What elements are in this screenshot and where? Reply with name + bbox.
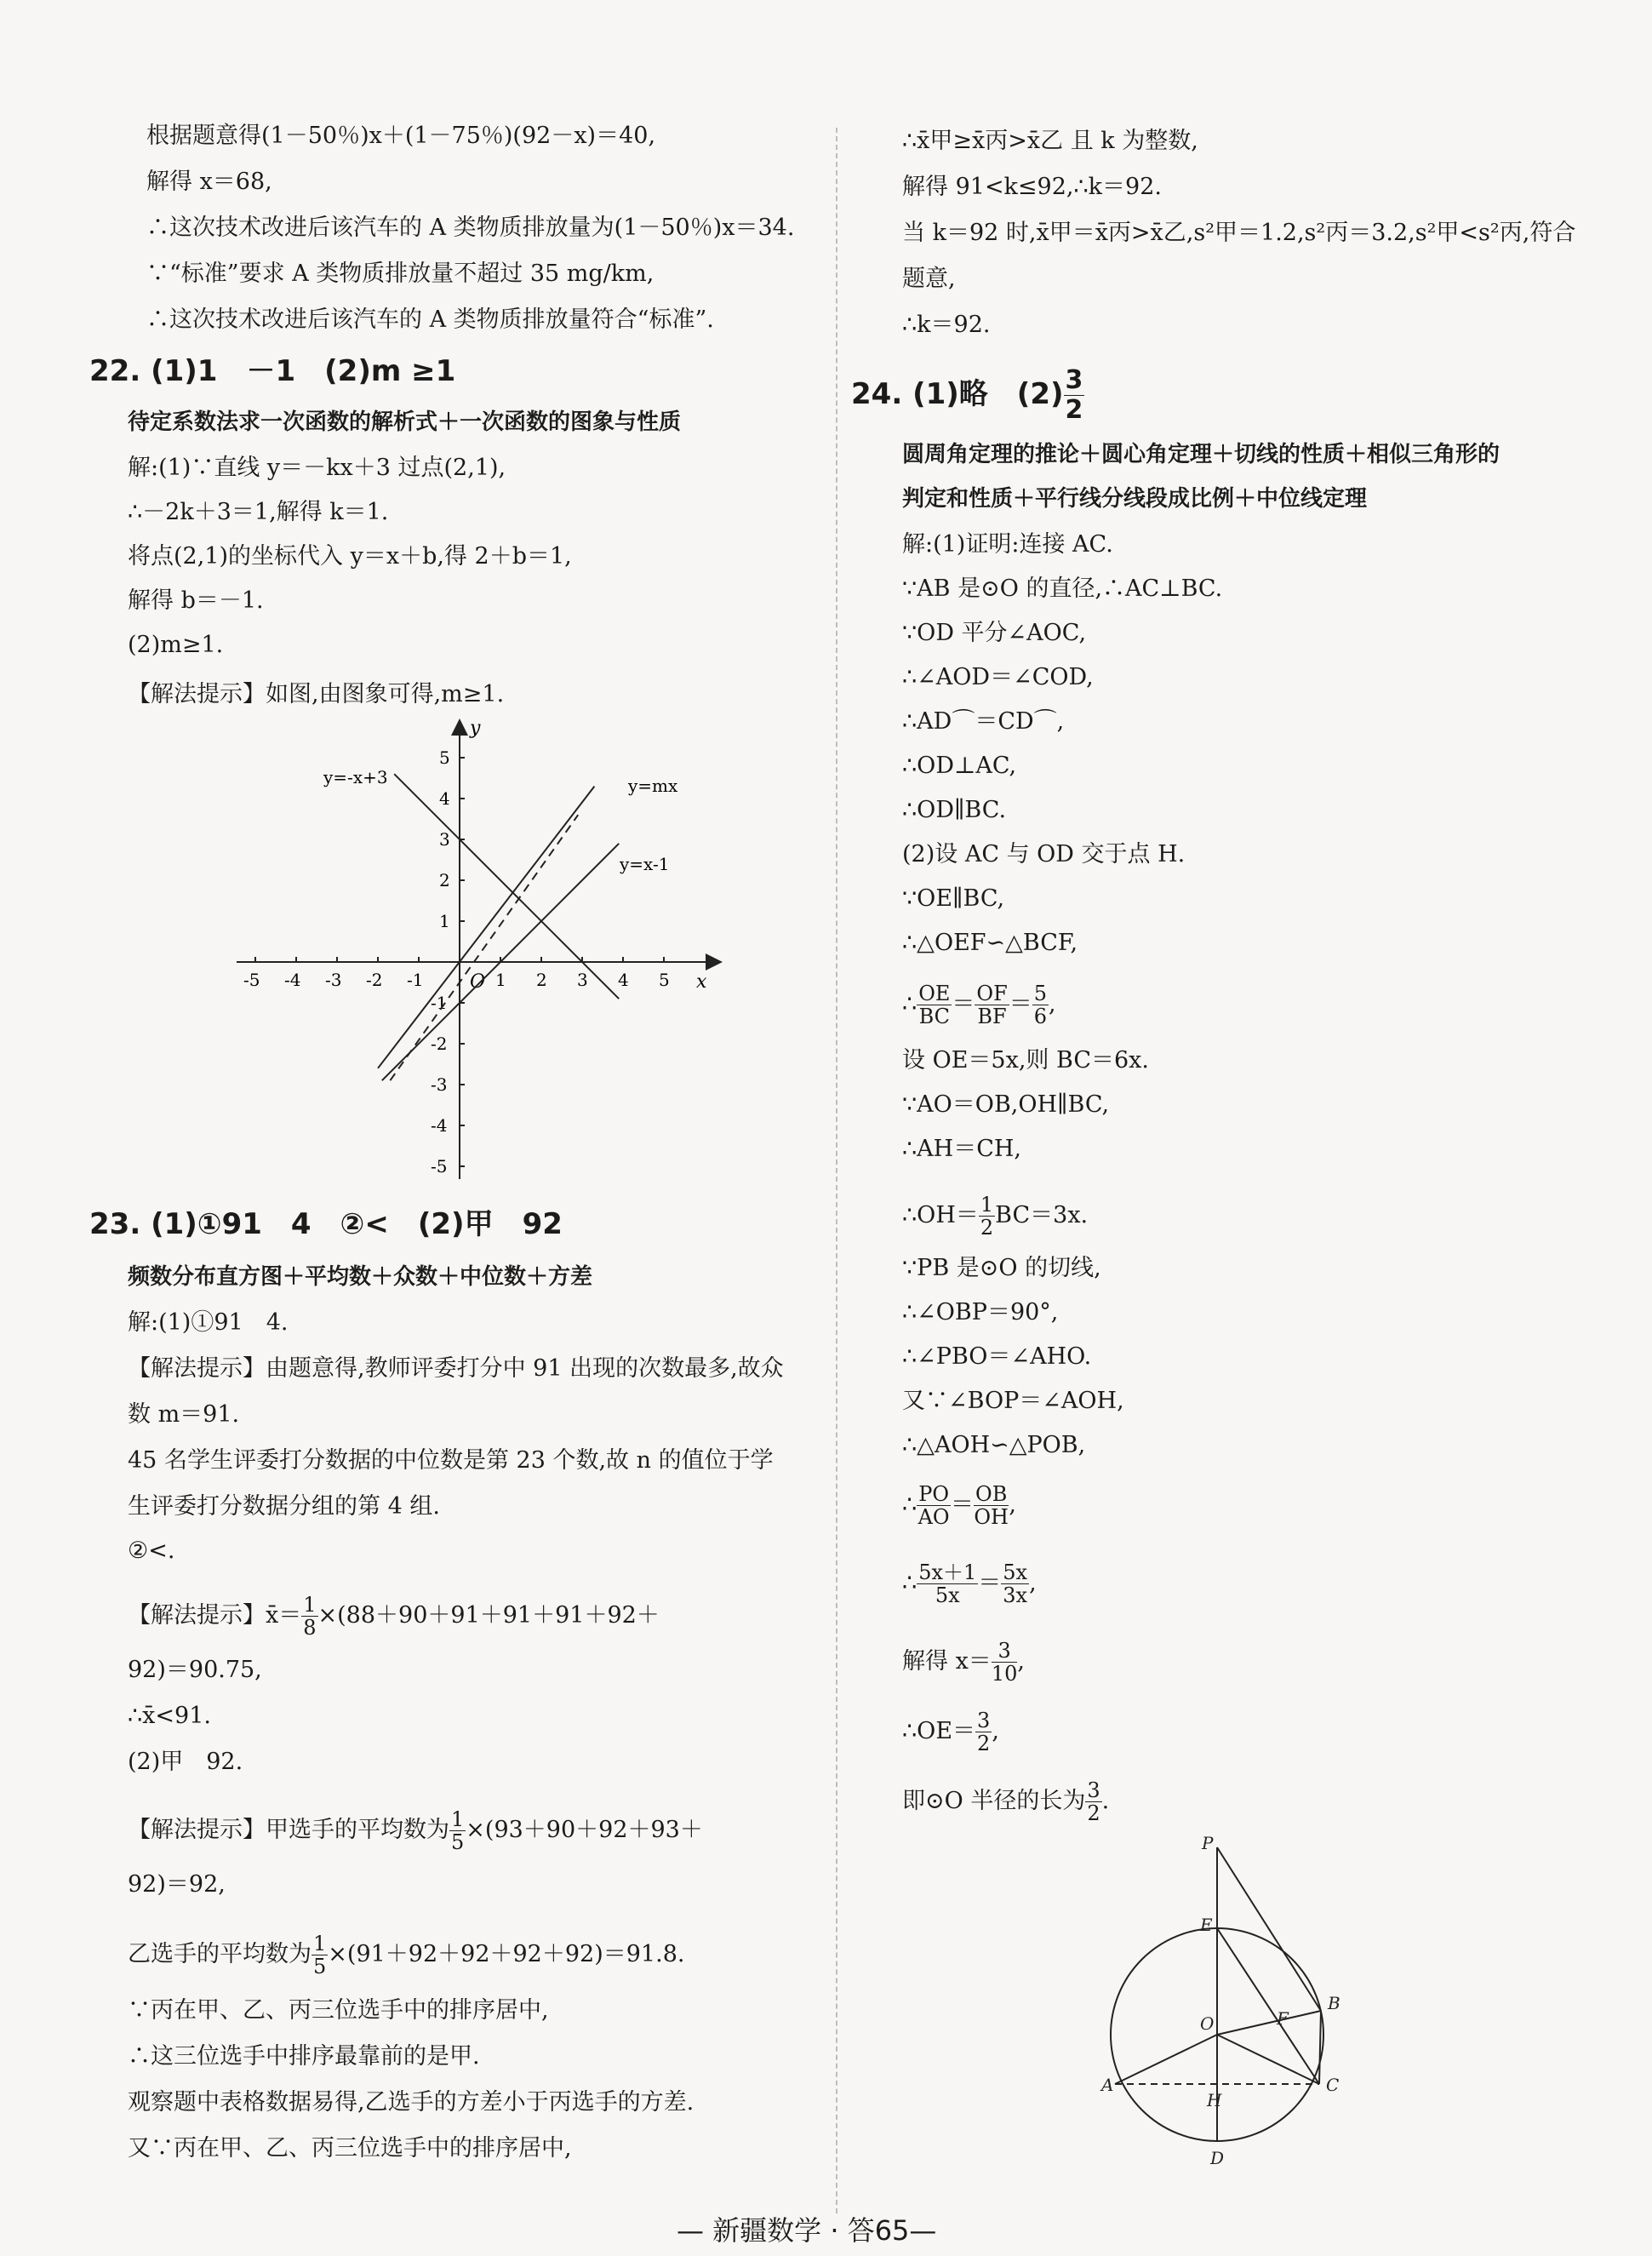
q22-tags: 待定系数法求一次函数的解析式＋一次函数的图象与性质 <box>128 409 682 435</box>
text-line: ∴∠PBO＝∠AHO. <box>902 1343 1092 1370</box>
text-line: ∴△OEF∽△BCF, <box>902 930 1078 956</box>
y-tick-label: -1 <box>431 993 448 1013</box>
point-label: D <box>1210 2148 1225 2168</box>
mean-jia: 【解法提示】甲选手的平均数为 $\frac{1}{5}$ ×(93＋90＋92＋93＋ <box>128 1807 703 1854</box>
text-line: 题意, <box>902 266 956 292</box>
point-label: H <box>1207 2090 1222 2110</box>
text-line: ∴△AOH∽△POB, <box>902 1432 1086 1458</box>
text-line: (2)设 AC 与 OD 交于点 H. <box>902 841 1186 867</box>
text-line: 解:(1)①91 4. <box>128 1309 289 1336</box>
point-label: A <box>1101 2075 1114 2095</box>
text-line: ∴OD∥BC. <box>902 797 1007 823</box>
circle-diagram <box>1101 1830 1387 2171</box>
q24-tags: 判定和性质＋平行线分线段成比例＋中位线定理 <box>902 486 1368 512</box>
point-label: E <box>1200 1915 1213 1935</box>
x-axis-label: x <box>696 971 707 993</box>
origin-label: O <box>470 971 486 993</box>
text-line: ∴x̄<91. <box>128 1703 211 1729</box>
point-label: P <box>1202 1833 1214 1853</box>
mean-teacher <box>128 1594 660 1639</box>
text-line: 解得 91<k≤92,∴k＝92. <box>902 174 1162 200</box>
text-line: ∵丙在甲、乙、丙三位选手中的排序居中, <box>128 1997 549 2024</box>
x-tick-label: 2 <box>536 970 547 990</box>
text-line: ∵“标准”要求 A 类物质排放量不超过 35 mg/km, <box>146 261 655 287</box>
x-tick-label: -2 <box>366 970 383 990</box>
text-line: 【解法提示】如图,由图象可得,m≥1. <box>128 681 505 707</box>
line-y-mx-upper <box>378 787 594 1068</box>
page-footer: — 新疆数学 · 答65— <box>677 2214 937 2247</box>
text-line: (2)m≥1. <box>128 632 224 658</box>
text-line: 又∵∠BOP＝∠AOH, <box>902 1388 1124 1414</box>
text-line: ∴这次技术改进后该汽车的 A 类物质排放量为(1－50％)x＝34. <box>146 215 795 241</box>
fraction: $\frac{1}{8}$ <box>303 1593 317 1640</box>
x-tick-label: -5 <box>243 970 260 990</box>
fraction: $\frac{3}{2}$ <box>1065 365 1083 425</box>
x-tick-label: 4 <box>618 970 629 990</box>
x-tick-label: -1 <box>407 970 424 990</box>
point-label: F <box>1277 2008 1289 2029</box>
text-line: 【解法提示】由题意得,教师评委打分中 91 出现的次数最多,故众 <box>128 1355 784 1382</box>
ratio-1: ∴ $\frac{OE}{BC}$ ＝ $\frac{OF}{BF}$ ＝ $\frac{5}{6}$ , <box>902 982 1056 1028</box>
text-line: 92)＝92, <box>128 1871 226 1898</box>
fraction: $\frac{1}{5}$ <box>313 1932 327 1978</box>
text-line: 数 m＝91. <box>128 1401 240 1428</box>
text-line: ∴AD⌒＝CD⌒, <box>902 708 1065 735</box>
q24-tags: 圆周角定理的推论＋圆心角定理＋切线的性质＋相似三角形的 <box>902 442 1501 467</box>
text-line: ∵OD 平分∠AOC, <box>902 620 1087 646</box>
y-tick-label: -3 <box>431 1074 448 1095</box>
function-graph <box>230 715 723 1192</box>
line-label: y=mx <box>628 776 678 796</box>
text-line: ∴AH＝CH, <box>902 1136 1022 1162</box>
y-tick-label: -5 <box>431 1156 448 1177</box>
text-line: ∵AB 是⊙O 的直径,∴AC⊥BC. <box>902 575 1223 602</box>
y-tick-label: 3 <box>439 829 450 850</box>
text-line: ∴这三位选手中排序最靠前的是甲. <box>128 2043 480 2070</box>
text-line: 解得 x＝68, <box>146 169 272 195</box>
text-line: ∵PB 是⊙O 的切线, <box>902 1255 1101 1281</box>
y-tick-label: 5 <box>439 747 450 768</box>
oe-value: ∴OE＝ $\frac{3}{2}$ , <box>902 1709 999 1755</box>
q23-header: 23. (1)①91 4 ②< (2)甲 92 <box>89 1207 563 1241</box>
text-line: ②<. <box>128 1537 175 1564</box>
text-line: 将点(2,1)的坐标代入 y＝x＋b,得 2＋b＝1, <box>128 543 572 570</box>
text-line: 设 OE＝5x,则 BC＝6x. <box>902 1047 1149 1074</box>
text-line: ∴k＝92. <box>902 312 991 338</box>
fraction: $\frac{1}{5}$ <box>451 1807 465 1854</box>
mean-yi: 乙选手的平均数为 $\frac{1}{5}$ ×(91＋92＋92＋92＋92)＝91.8. <box>128 1932 685 1978</box>
text-line: 根据题意得(1－50％)x＋(1－75％)(92－x)＝40, <box>146 123 656 149</box>
line-label: y=-x+3 <box>323 767 388 787</box>
text-line: 解:(1)∵直线 y＝－kx＋3 过点(2,1), <box>128 455 506 481</box>
column-divider <box>836 128 837 2213</box>
text-line: ∴OD⊥AC, <box>902 753 1017 779</box>
text-line: ∵OE∥BC, <box>902 885 1005 912</box>
solve-x: 解得 x＝ $\frac{3}{10}$ , <box>902 1639 1025 1686</box>
text-line: ∴－2k＋3＝1,解得 k＝1. <box>128 499 389 525</box>
radius-answer: 即⊙O 半径的长为 $\frac{3}{2}$ . <box>902 1778 1110 1825</box>
y-tick-label: 2 <box>439 870 450 890</box>
text-line: 当 k＝92 时,x̄甲＝x̄丙>x̄乙,s²甲＝1.2,s²丙＝3.2,s²甲<s²丙,符合 <box>902 220 1576 246</box>
line-label: y=x-1 <box>620 854 670 874</box>
x-tick-label: -4 <box>284 970 301 990</box>
text-line: ∴这次技术改进后该汽车的 A 类物质排放量符合“标准”. <box>146 306 714 333</box>
y-tick-label: 4 <box>439 788 450 809</box>
text-line: ∴∠AOD＝∠COD, <box>902 664 1094 690</box>
text-line: 生评委打分数据分组的第 4 组. <box>128 1493 440 1520</box>
text-line: 92)＝90.75, <box>128 1657 262 1683</box>
point-label: O <box>1200 2013 1215 2034</box>
y-tick-label: 1 <box>439 911 450 931</box>
line-y-mx-dashed <box>390 815 578 1080</box>
q22-header: 22. (1)1 －1 (2)m ≥1 <box>89 354 456 388</box>
q23-tags: 频数分布直方图＋平均数＋众数＋中位数＋方差 <box>128 1264 593 1290</box>
text-line: 观察题中表格数据易得,乙选手的方差小于丙选手的方差. <box>128 2089 695 2116</box>
oh-equation: ∴OH＝ $\frac{1}{2}$ BC＝3x. <box>902 1193 1089 1240</box>
ratio-3: ∴ $\frac{5x+1}{5x}$ ＝ $\frac{5x}{3x}$ , <box>902 1560 1037 1607</box>
point-label: C <box>1326 2075 1340 2095</box>
point-label: B <box>1328 1993 1340 2013</box>
text-line: (2)甲 92. <box>128 1749 243 1775</box>
text-line: ∴x̄甲≥x̄丙>x̄乙 且 k 为整数, <box>902 128 1198 154</box>
text-line: 解:(1)证明:连接 AC. <box>902 531 1113 558</box>
ratio-2: ∴ $\frac{PO}{AO}$ ＝ $\frac{OB}{OH}$ , <box>902 1482 1016 1529</box>
x-tick-label: 5 <box>659 970 670 990</box>
y-axis-label: y <box>470 718 481 739</box>
x-tick-label: -3 <box>325 970 342 990</box>
mean-prefix: 【解法提示】x̄＝ <box>128 1602 302 1629</box>
x-tick-label: 3 <box>577 970 588 990</box>
x-tick-label: 1 <box>495 970 506 990</box>
line-y-neg-x-plus-3 <box>394 774 619 999</box>
y-tick-label: -4 <box>431 1115 448 1136</box>
q24-header: 24. (1)略 (2) $\frac{3}{2}$ <box>851 365 1083 425</box>
mean-sum: ×(88＋90＋91＋91＋91＋92＋ <box>317 1602 660 1629</box>
y-tick-label: -2 <box>431 1034 448 1054</box>
text-line: ∴∠OBP＝90°, <box>902 1299 1059 1326</box>
text-line: 45 名学生评委打分数据的中位数是第 23 个数,故 n 的值位于学 <box>128 1447 774 1474</box>
text-line: ∵AO＝OB,OH∥BC, <box>902 1091 1110 1118</box>
text-line: 又∵丙在甲、乙、丙三位选手中的排序居中, <box>128 2135 572 2162</box>
text-line: 解得 b＝－1. <box>128 587 264 614</box>
